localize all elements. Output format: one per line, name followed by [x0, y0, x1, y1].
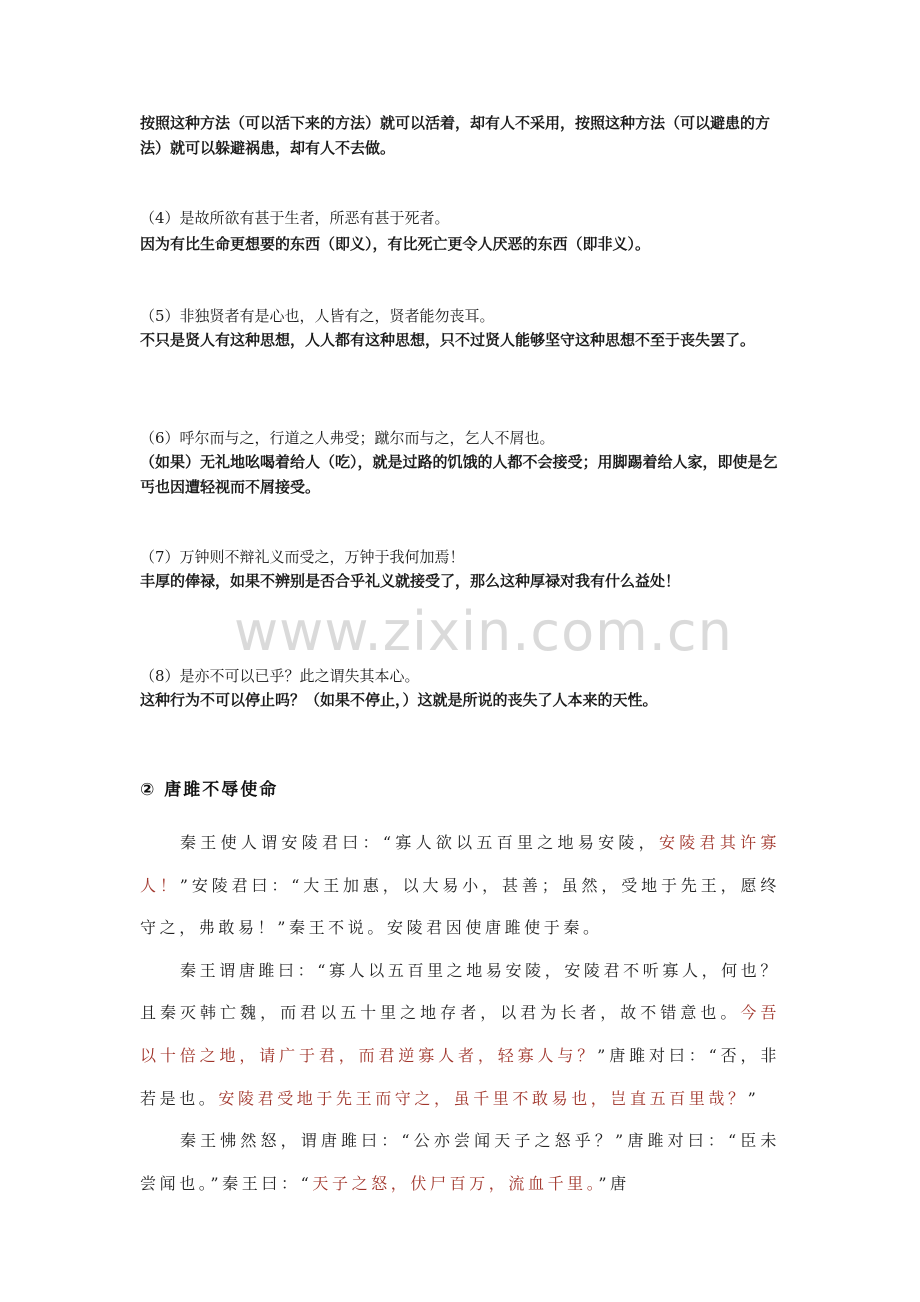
original-7: （7）万钟则不辩礼义而受之，万钟于我何加焉！ [140, 548, 465, 566]
story-p1-text: 秦王使人谓安陵君曰：“寡人欲以五百里之地易安陵， [180, 833, 659, 852]
story-p3-highlight: 天子之怒，伏尸百万，流血千里。 [312, 1173, 599, 1193]
story-p2-text: ” [747, 1088, 760, 1108]
story-p2-text: ”唐雎对曰：“否，非若是也。 [140, 1045, 780, 1108]
story-p2-text: 秦王谓唐雎曰：“寡人以五百里之地易安陵，安陵君不听寡人，何也？且秦灭韩亡魏，而君以五十里之地存者，以君为长者，故不错意也。 [140, 960, 780, 1023]
translation-7: 丰厚的俸禄，如果不辨别是否合乎礼义就接受了，那么这种厚禄对我有什么益处！ [140, 572, 681, 590]
translation-8: 这种行为不可以停止吗？（如果不停止，）这就是所说的丧失了人本来的天性。 [140, 691, 658, 709]
translation-1: 按照这种方法（可以活下来的方法）就可以活着，却有人不采用，按照这种方法（可以避患的方法）就可以躲避祸患，却有人不去做。 [140, 114, 771, 157]
story-paragraph-2 [140, 950, 780, 1120]
story-p3-text: 秦王怫然怒，谓唐雎曰：“公亦尝闻天子之怒乎？”唐雎对曰：“臣未尝闻也。”秦王曰：“ [140, 1131, 780, 1193]
original-8: （8）是亦不可以已乎？此之谓失其本心。 [140, 667, 420, 685]
original-4: （4）是故所欲有甚于生者，所恶有甚于死者。 [140, 209, 450, 227]
original-5: （5）非独贤者有是心也，人皆有之，贤者能勿丧耳。 [140, 307, 495, 325]
story-p1-highlight: 安陵君其许寡人！ [140, 833, 780, 895]
story-paragraph-3 [140, 1120, 780, 1205]
translation-4: 因为有比生命更想要的东西（即义），有比死亡更令人厌恶的东西（即非义）。 [140, 235, 651, 253]
translation-5: 不只是贤人有这种思想，人人都有这种思想，只不过贤人能够坚守这种思想不至于丧失罢了。 [140, 331, 756, 349]
story-p2-highlight: 安陵君受地于先王而守之，虽千里不敢易也，岂直五百里哉？ [218, 1088, 748, 1108]
story-p1-text: ”安陵君曰：“大王加惠，以大易小，甚善；虽然，受地于先王，愿终守之，弗敢易！”秦王不说。安陵君因使唐雎使于秦。 [140, 875, 781, 938]
watermark: www.zixin.com.cn [234, 600, 733, 663]
story-p2-highlight: 今吾以十倍之地，请广于君，而君逆寡人者，轻寡人与？ [140, 1003, 780, 1065]
original-6: （6）呼尔而与之，行道之人弗受；蹴尔而与之，乞人不屑也。 [140, 429, 555, 447]
section-heading: ② 唐雎不辱使命 [140, 780, 279, 800]
story-text [140, 822, 780, 1205]
story-paragraph-1 [140, 822, 780, 950]
translation-6: （如果）无礼地吆喝着给人（吃），就是过路的饥饿的人都不会接受；用脚踢着给人家，即使是乞丐也因遭轻视而不屑接受。 [140, 453, 778, 496]
story-p3-text: ”唐 [598, 1173, 630, 1193]
